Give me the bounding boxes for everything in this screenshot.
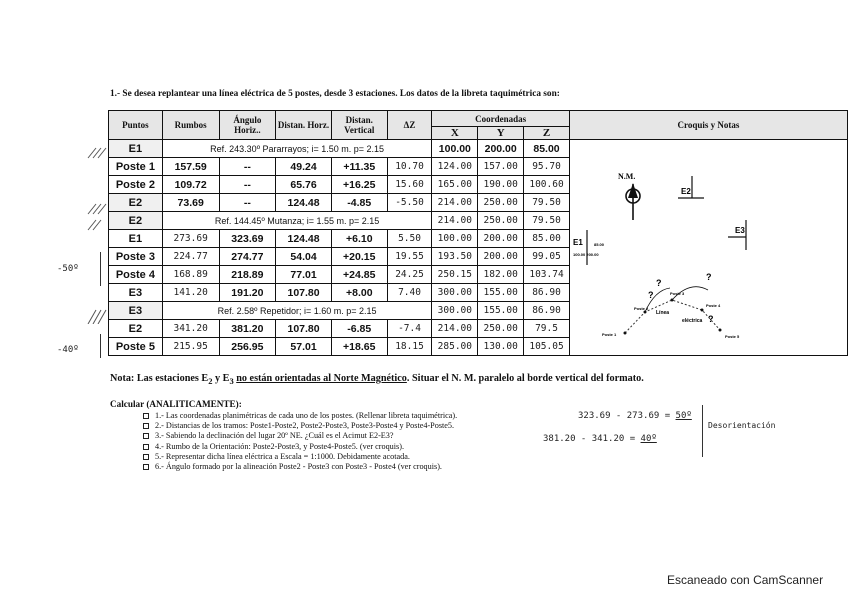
cell-z: 79.5: [524, 320, 570, 338]
header-croquis: Croquis y Notas: [569, 111, 847, 140]
cell-y: 155.00: [478, 302, 524, 320]
cell-angulo: 274.77: [219, 248, 276, 266]
header-x: X: [432, 127, 478, 140]
header-delta-z: ΔZ: [387, 111, 432, 140]
cell-y: 130.00: [478, 338, 524, 356]
cell-x: 285.00: [432, 338, 478, 356]
e1-label: E1: [572, 238, 583, 247]
cell-angulo: --: [219, 194, 276, 212]
station-hatch-marks: [86, 144, 108, 324]
poste1-point: [623, 332, 626, 335]
libreta-taquimetrica: [108, 110, 848, 356]
electrica-label: eléctrica: [681, 318, 703, 324]
cell-dist-v: +8.00: [331, 284, 387, 302]
cell-dist-v: -6.85: [331, 320, 387, 338]
cell-dist-h: 107.80: [276, 320, 332, 338]
header-z: Z: [524, 127, 570, 140]
cell-y: 200.00: [478, 230, 524, 248]
margin-bracket-2: [100, 334, 101, 358]
hand-calc-brace: [702, 405, 703, 457]
cell-y: 182.00: [478, 266, 524, 284]
hand-calc-expr-1: 323.69 - 273.69 =: [578, 411, 671, 421]
cell-z: 85.00: [524, 140, 570, 158]
cell-x: 214.00: [432, 194, 478, 212]
cell-punto: E2: [109, 194, 163, 212]
cell-reference: Ref. 144.45º Mutanza; i= 1.55 m. p= 2.15: [162, 212, 432, 230]
cell-dist-h: 57.01: [276, 338, 332, 356]
cell-punto: Poste 5: [109, 338, 163, 356]
margin-note-50: -50º: [57, 264, 79, 274]
calc-item-text: 3.- Sabiendo la declinación del lugar 20º NE. ¿Cuál es el Acimut E2-E3?: [155, 431, 394, 441]
header-angulo: Ángulo Horiz..: [219, 111, 276, 140]
checkbox-bullet: [143, 433, 149, 439]
cell-punto: Poste 4: [109, 266, 163, 284]
cell-x: 100.00: [432, 230, 478, 248]
question-mark-1: ?: [647, 290, 654, 300]
margin-bracket-1: [100, 252, 101, 286]
checkbox-bullet: [143, 454, 149, 460]
header-dist-horz: Distan. Horz.: [276, 111, 332, 140]
checkbox-bullet: [143, 423, 149, 429]
croquis-cell: [569, 140, 847, 356]
calc-item-text: 2.- Distancias de los tramos: Poste1-Poste2, Poste2-Poste3, Poste3-Poste4 y Poste4-Poste5.: [155, 421, 455, 431]
cell-punto: E2: [109, 212, 163, 230]
cell-dz: 10.70: [387, 158, 432, 176]
calc-item-text: 4.- Rumbo de la Orientación: Poste2-Poste3, y Poste4-Poste5. (ver croquis).: [155, 441, 404, 451]
list-item: [143, 462, 457, 472]
list-item: [143, 452, 457, 462]
cell-rumbo: 224.77: [162, 248, 219, 266]
cell-z: 86.90: [524, 302, 570, 320]
hand-calc-line-1: [578, 411, 692, 421]
list-item: [143, 442, 457, 452]
hand-calc-label: Desorientación: [708, 421, 776, 430]
north-label: N.M.: [617, 172, 636, 181]
cell-reference: Ref. 243.30º Pararrayos; i= 1.50 m. p= 2.15: [162, 140, 432, 158]
e1-xy-text: 100.00 200.00: [572, 252, 599, 257]
question-mark-4: ?: [707, 314, 714, 324]
linea-label: Línea: [655, 310, 669, 316]
cell-dist-v: -4.85: [331, 194, 387, 212]
cell-x: 165.00: [432, 176, 478, 194]
cell-angulo: 191.20: [219, 284, 276, 302]
camscanner-footer: Escaneado con CamScanner: [667, 573, 824, 587]
cell-rumbo: 141.20: [162, 284, 219, 302]
hand-calc-expr-2: 381.20 - 341.20 =: [543, 434, 636, 444]
cell-dz: 7.40: [387, 284, 432, 302]
cell-rumbo: 168.89: [162, 266, 219, 284]
nota-sub-3: 3: [229, 376, 234, 387]
cell-dist-h: 65.76: [276, 176, 332, 194]
poste5-label: Poste 5: [724, 334, 740, 339]
cell-punto: E1: [109, 140, 163, 158]
cell-x: 214.00: [432, 320, 478, 338]
cell-dist-v: +18.65: [331, 338, 387, 356]
margin-note-40: -40º: [57, 345, 79, 355]
cell-dist-h: 107.80: [276, 284, 332, 302]
poste4-label: Poste 4: [705, 303, 721, 308]
cell-y: 157.00: [478, 158, 524, 176]
poste1-label: Poste 1: [601, 332, 617, 337]
cell-y: 250.00: [478, 320, 524, 338]
cell-z: 95.70: [524, 158, 570, 176]
cell-dz: 18.15: [387, 338, 432, 356]
cell-x: 193.50: [432, 248, 478, 266]
cell-z: 99.05: [524, 248, 570, 266]
list-item: [143, 431, 457, 441]
poste5-point: [718, 329, 721, 332]
e1-z-text: 85.00: [593, 242, 604, 247]
cell-dz: -5.50: [387, 194, 432, 212]
hatch-e1: [88, 148, 106, 158]
calc-list: [143, 411, 457, 472]
hand-calc-line-2: [543, 434, 657, 444]
cell-x: 250.15: [432, 266, 478, 284]
cell-punto: Poste 3: [109, 248, 163, 266]
cell-dist-v: +6.10: [331, 230, 387, 248]
cell-dist-v: +20.15: [331, 248, 387, 266]
nota-pre: Nota: Las estaciones E: [110, 373, 209, 384]
cell-y: 200.00: [478, 248, 524, 266]
cell-x: 100.00: [432, 140, 478, 158]
cell-reference: Ref. 2.58º Repetidor; i= 1.60 m. p= 2.15: [162, 302, 432, 320]
cell-x: 214.00: [432, 212, 478, 230]
cell-angulo: 381.20: [219, 320, 276, 338]
nota-mid: y E: [212, 373, 230, 384]
checkbox-bullet: [143, 464, 149, 470]
cell-dist-v: +24.85: [331, 266, 387, 284]
cell-angulo: 218.89: [219, 266, 276, 284]
calc-item-text: 5.- Representar dicha línea eléctrica a Escala = 1:1000. Debidamente acotada.: [155, 451, 410, 461]
calc-title: Calcular (ANALITICAMENTE):: [110, 399, 242, 409]
cell-punto: Poste 1: [109, 158, 163, 176]
header-puntos: Puntos: [109, 111, 163, 140]
cell-dist-h: 124.48: [276, 230, 332, 248]
cell-dz: -7.4: [387, 320, 432, 338]
hatch-e3: [88, 310, 106, 324]
nota-underlined: no están orientadas al Norte Magnético: [236, 373, 407, 384]
cell-dz: 19.55: [387, 248, 432, 266]
nota-sub-2: 2: [208, 376, 213, 387]
cell-x: 124.00: [432, 158, 478, 176]
cell-rumbo: 157.59: [162, 158, 219, 176]
cell-z: 86.90: [524, 284, 570, 302]
cell-dist-v: +11.35: [331, 158, 387, 176]
cell-dist-h: 49.24: [276, 158, 332, 176]
cell-angulo: --: [219, 158, 276, 176]
cell-z: 103.74: [524, 266, 570, 284]
poste3-label: Poste 3: [669, 291, 685, 296]
header-rumbos: Rumbos: [162, 111, 219, 140]
poste4-point: [700, 309, 703, 312]
cell-rumbo: 273.69: [162, 230, 219, 248]
e2-label: E2: [680, 187, 691, 196]
e3-label: E3: [734, 226, 745, 235]
list-item: [143, 411, 457, 421]
nota-post: . Situar el N. M. paralelo al borde vertical del formato.: [406, 373, 644, 384]
cell-dz: 15.60: [387, 176, 432, 194]
cell-x: 300.00: [432, 284, 478, 302]
cell-dist-v: +16.25: [331, 176, 387, 194]
cell-z: 79.50: [524, 212, 570, 230]
cell-rumbo: 73.69: [162, 194, 219, 212]
cell-dist-h: 77.01: [276, 266, 332, 284]
cell-y: 190.00: [478, 176, 524, 194]
cell-dist-h: 54.04: [276, 248, 332, 266]
hand-calc-result-1: 50º: [675, 411, 692, 421]
cell-dz: 24.25: [387, 266, 432, 284]
cell-z: 105.05: [524, 338, 570, 356]
cell-z: 79.50: [524, 194, 570, 212]
cell-angulo: 323.69: [219, 230, 276, 248]
cell-dz: 5.50: [387, 230, 432, 248]
cell-z: 85.00: [524, 230, 570, 248]
cell-y: 155.00: [478, 284, 524, 302]
cell-punto: E3: [109, 302, 163, 320]
poste2-label: Poste 2: [633, 306, 649, 311]
cell-angulo: --: [219, 176, 276, 194]
hand-calc-result-2: 40º: [640, 434, 657, 444]
cell-punto: E2: [109, 320, 163, 338]
problem-statement: 1.- Se desea replantear una línea eléctrica de 5 postes, desde 3 estaciones. Los datos de la libreta taquimétrica son:: [110, 89, 560, 99]
list-item: [143, 421, 457, 431]
header-dist-vertical: Distan. Vertical: [331, 111, 387, 140]
checkbox-bullet: [143, 444, 149, 450]
header-y: Y: [478, 127, 524, 140]
cell-x: 300.00: [432, 302, 478, 320]
table-row: [109, 140, 848, 158]
cell-dist-h: 124.48: [276, 194, 332, 212]
cell-punto: Poste 2: [109, 176, 163, 194]
cell-punto: E3: [109, 284, 163, 302]
calc-item-text: 6.- Ángulo formado por la alineación Poste2 - Poste3 con Poste3 - Poste4 (ver croquis).: [155, 462, 442, 472]
header-coordenadas: Coordenadas: [432, 111, 570, 127]
calc-item-text: 1.- Las coordenadas planimétricas de cada uno de los postes. (Rellenar libreta taquimétrica).: [155, 411, 458, 420]
cell-y: 250.00: [478, 212, 524, 230]
question-mark-3: ?: [705, 272, 712, 282]
checkbox-bullet: [143, 413, 149, 419]
question-mark-2: ?: [655, 278, 662, 288]
cell-y: 250.00: [478, 194, 524, 212]
cell-punto: E1: [109, 230, 163, 248]
nota-text: [110, 373, 644, 386]
cell-y: 200.00: [478, 140, 524, 158]
hatch-e2: [88, 204, 106, 230]
cell-angulo: 256.95: [219, 338, 276, 356]
cell-z: 100.60: [524, 176, 570, 194]
croquis-sketch: [570, 140, 847, 345]
cell-rumbo: 109.72: [162, 176, 219, 194]
cell-rumbo: 215.95: [162, 338, 219, 356]
cell-rumbo: 341.20: [162, 320, 219, 338]
